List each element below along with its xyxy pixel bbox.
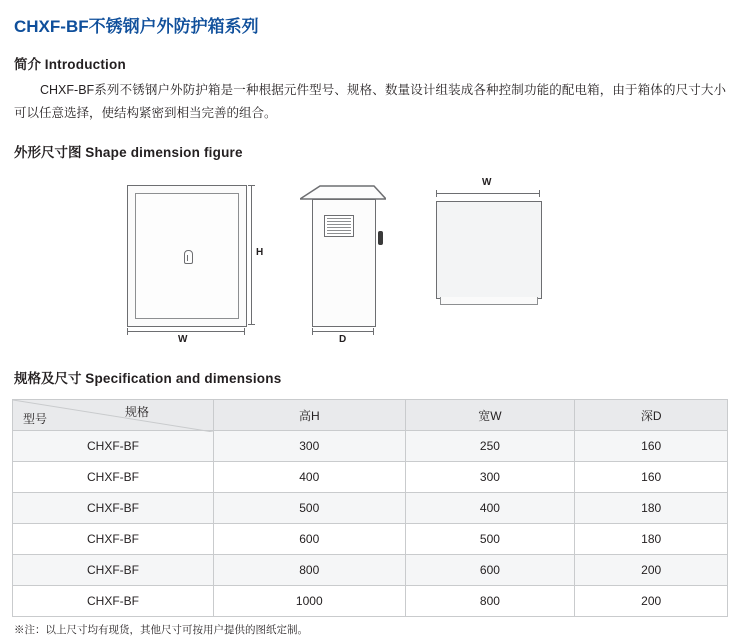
page-title: CHXF-BF不锈钢户外防护箱系列: [14, 17, 259, 36]
specification-table: [12, 399, 728, 617]
cell-model: CHXF-BF: [13, 431, 214, 462]
roof-shape-icon: [300, 185, 386, 200]
cell-height: 800: [214, 555, 406, 586]
table-header: [13, 400, 728, 431]
cell-depth: 200: [575, 586, 728, 617]
cell-model: CHXF-BF: [13, 493, 214, 524]
table-row: [13, 555, 728, 586]
cell-depth: 160: [575, 431, 728, 462]
dimension-line-front-width: [127, 331, 245, 332]
table-corner-header: [13, 400, 214, 431]
figure-top-view-body: [436, 201, 542, 299]
dimension-line-depth: [312, 331, 374, 332]
lock-icon: [184, 250, 193, 264]
cell-model: CHXF-BF: [13, 462, 214, 493]
table-row: [13, 462, 728, 493]
cell-width: 800: [405, 586, 575, 617]
section-heading-introduction-cn: 简介: [14, 57, 41, 72]
cell-width: 250: [405, 431, 575, 462]
table-row: [13, 586, 728, 617]
cell-depth: 180: [575, 524, 728, 555]
section-heading-specification-cn: 规格及尺寸: [14, 371, 82, 387]
cell-depth: 200: [575, 555, 728, 586]
section-heading-shape-en: Shape dimension figure: [85, 145, 243, 161]
ventilation-louver-icon: [324, 215, 354, 237]
section-heading-introduction-en: Introduction: [44, 57, 126, 72]
document-page: [0, 12, 740, 637]
table-header-row: [13, 400, 728, 431]
section-heading-shape-cn: 外形尺寸图: [14, 145, 82, 161]
section-heading-specification: [14, 367, 728, 387]
table-corner-col-label: 规格: [124, 405, 149, 420]
introduction-text: CHXF-BF系列不锈钢户外防护箱是一种根据元件型号、规格、数量设计组装成各种控制功能的配电箱，由于箱体的尺寸大小可以任意选择，使结构紧密到相当完善的组合。: [14, 83, 726, 121]
dimension-label-top-width: W: [482, 177, 492, 189]
table-body: [13, 431, 728, 617]
cell-model: CHXF-BF: [13, 586, 214, 617]
cell-depth: 180: [575, 493, 728, 524]
figure-front-view-door: [135, 193, 239, 319]
dimension-line-top-width: [436, 193, 540, 194]
door-handle-icon: [378, 231, 383, 245]
introduction-paragraph: [14, 79, 726, 125]
dimension-line-height: [251, 185, 252, 325]
shape-dimension-figures: [12, 171, 728, 351]
section-heading-introduction: [14, 53, 728, 73]
cell-height: 1000: [214, 586, 406, 617]
cell-height: 400: [214, 462, 406, 493]
table-note: ※注：以上尺寸均有现货，其他尺寸可按用户提供的图纸定制。: [14, 624, 308, 637]
table-corner-row-label: 型号: [23, 412, 48, 427]
cell-model: CHXF-BF: [13, 524, 214, 555]
table-column-header-depth: 深D: [575, 400, 728, 431]
cell-width: 600: [405, 555, 575, 586]
cell-height: 600: [214, 524, 406, 555]
table-row: [13, 493, 728, 524]
cell-depth: 160: [575, 462, 728, 493]
section-heading-specification-en: Specification and dimensions: [85, 371, 282, 387]
figure-front-view-outer: [127, 185, 247, 327]
table-row: [13, 524, 728, 555]
cell-model: CHXF-BF: [13, 555, 214, 586]
table-column-header-width: 宽W: [405, 400, 575, 431]
cell-height: 500: [214, 493, 406, 524]
dimension-label-depth: D: [339, 334, 347, 346]
cell-width: 500: [405, 524, 575, 555]
section-heading-shape: [14, 141, 728, 161]
cell-width: 400: [405, 493, 575, 524]
dimension-label-height: H: [256, 247, 264, 259]
figure-top-view-base: [440, 297, 538, 305]
cell-width: 300: [405, 462, 575, 493]
figure-side-view-roof: [300, 185, 386, 200]
table-column-header-height: 高H: [214, 400, 406, 431]
cell-height: 300: [214, 431, 406, 462]
table-row: [13, 431, 728, 462]
dimension-label-front-width: W: [178, 334, 188, 346]
